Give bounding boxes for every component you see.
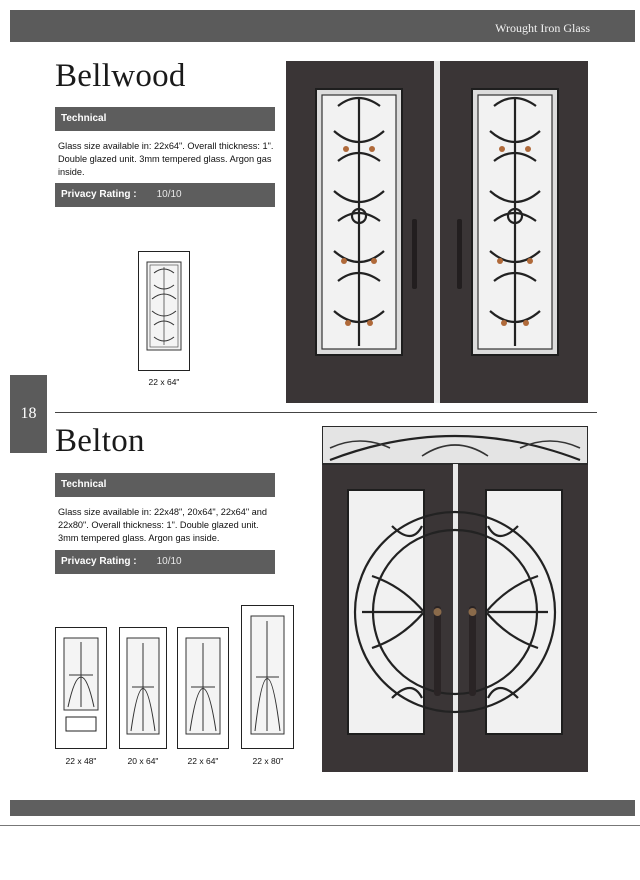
footer-line [0, 825, 640, 826]
header-title: Wrought Iron Glass [495, 21, 590, 35]
door-thumbnail [138, 251, 190, 371]
privacy-rating-bar [55, 550, 275, 574]
door-image-belton [322, 426, 588, 772]
size-caption: 20 x 64" [127, 756, 159, 766]
product-title-bellwood: Bellwood [55, 58, 186, 94]
door-image-bellwood [286, 61, 588, 403]
privacy-rating-label: Privacy Rating : [61, 556, 137, 567]
technical-bar: Technical [55, 107, 275, 131]
door-thumbnail [177, 627, 229, 749]
product-title-belton: Belton [55, 423, 145, 459]
size-caption: 22 x 64" [187, 756, 219, 766]
door-thumbnail [241, 605, 294, 749]
door-thumbnail [55, 627, 107, 749]
footer-bar [10, 800, 635, 816]
privacy-rating-value: 10/10 [156, 556, 182, 567]
technical-bar: Technical [55, 473, 275, 497]
technical-description: Glass size available in: 22x64". Overall thickness: 1". Double glazed unit. 3mm tempered glass. Argon gas inside. [58, 141, 274, 177]
section-divider [55, 412, 597, 413]
size-caption: 22 x 64" [148, 377, 180, 387]
technical-description: Glass size available in: 22x48", 20x64", 22x64" and 22x80". Overall thickness: 1". Double glazed unit. 3mm tempered glass. Argon gas inside. [58, 507, 267, 543]
page-number: 18 [20, 405, 37, 422]
size-caption: 22 x 80" [252, 756, 284, 766]
privacy-rating-value: 10/10 [156, 189, 182, 200]
privacy-rating-bar [55, 183, 275, 207]
size-caption: 22 x 48" [65, 756, 97, 766]
door-thumbnail [119, 627, 167, 749]
privacy-rating-label: Privacy Rating : [61, 189, 137, 200]
